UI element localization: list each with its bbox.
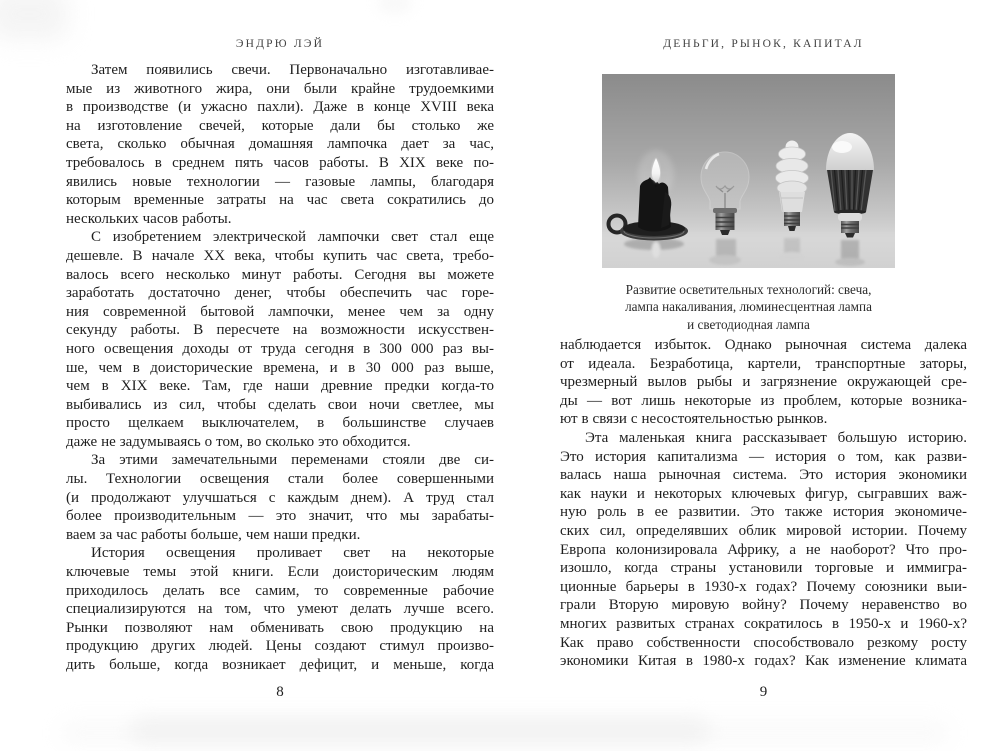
text-line: изошло, когда страны установили торговые и иммигра-: [560, 560, 967, 577]
text-line: дешевле. В начале XX века, чтобы купить час света, требо-: [66, 247, 494, 264]
text-line: Рынки позволяют нам обменивать свою продукцию на: [66, 619, 494, 636]
text-line: За этими замечательными переменами стояли две си-: [91, 452, 494, 469]
text-line: ют в связи с несостоятельностью рынков.: [560, 411, 828, 428]
text-line: валась наша рыночная система. Это история экономики: [560, 467, 967, 484]
text-line: чрезмерный вылов рыбы и загрязнение окружающей сре-: [560, 374, 967, 391]
text-line: секунду работы. В пересчете на возможности искусствен-: [66, 322, 494, 339]
text-line: просто щелкаем выключателем, в большинстве случаев: [66, 415, 494, 432]
text-line: продукцию других людей. Цены создают стимул произво-: [66, 638, 494, 655]
text-line: многих развитых странах сократилось в 1950-х и 1960-х?: [560, 615, 967, 632]
text-line: явились новые технологии — газовые лампы, благодаря: [66, 173, 494, 190]
text-line: на изготовление свечей, которые дали бы столько же: [66, 117, 494, 134]
text-line: Как право собственности способствовало резкому росту: [560, 634, 967, 651]
text-line: Европа колонизировала Африку, а не наоборот? Что про-: [560, 541, 967, 558]
text-line: требовалось в среднем пять часов работы. В XIX веке по-: [66, 154, 494, 171]
text-line: (и продолжают улучшаться с каждым днем). А труд стал: [66, 489, 494, 506]
text-line: мые из животного жира, они были крайне трудоемкими: [66, 80, 494, 97]
page-number-left: 8: [276, 684, 284, 700]
text-line: ключевые темы этой книги. Если доисторическим людям: [66, 564, 494, 581]
text-line: света, сколько обычная домашняя лампочка дает за час,: [66, 136, 494, 153]
caption-line: Развитие осветительных технологий: свеча,: [625, 282, 872, 297]
text-line: Эта маленькая книга рассказывает большую историю.: [585, 429, 967, 446]
text-line: от идеала. Безработица, картели, транспортные заторы,: [560, 355, 967, 372]
figure-lighting-technologies: [602, 74, 895, 333]
text-line: грали Вторую мировую войну? Почему неравенство во: [560, 597, 967, 614]
text-line: наблюдается избыток. Однако рыночная система далека: [560, 337, 967, 353]
lighting-evolution-photo: [602, 74, 895, 268]
text-line: лы. Технологии освещения стали более совершенными: [66, 471, 494, 488]
page-body-left: [66, 61, 494, 675]
text-line: дить больше, когда возникает дефицит, и меньше, когда: [66, 657, 494, 673]
page-right: [560, 0, 967, 751]
text-line: которым временные затраты на час света сократились до: [66, 192, 494, 209]
running-header-left: ЭНДРЮ ЛЭЙ: [235, 38, 325, 50]
text-line: даже не задумываясь о том, во сколько это обходится.: [66, 433, 411, 450]
text-line: валось всего несколько минут работы. Сегодня вы можете: [66, 266, 494, 283]
text-line: как науки и некоторых ключевых фигур, сыгравших важ-: [560, 485, 967, 502]
text-line: заработать достаточно денег, чтобы обеспечить час горе-: [66, 285, 494, 302]
text-line: Это история капитализма — история о том, как разви-: [560, 448, 967, 465]
text-line: ную роль в ее развитии. Это также история экономиче-: [560, 504, 967, 521]
text-line: более производительным — это значит, что мы зарабаты-: [66, 508, 494, 525]
text-line: в производстве (и ужасно пахли). Даже в конце XVIII века: [66, 99, 494, 116]
text-line: ционные барьеры в 1930-х годах? Почему союзники выи-: [560, 578, 967, 595]
text-line: ваем за час работы больше, чем наши предки.: [66, 526, 361, 543]
text-line: приходилось делать все самим, то современные рабочие: [66, 582, 494, 599]
text-line: специализируются на том, что умеют делать лучше всего.: [66, 601, 494, 618]
text-line: ских сил, определявших облик мировой истории. Почему: [560, 522, 967, 539]
text-line: ше, чем в доисторические времена, и в 30 000 раз выше,: [66, 359, 494, 376]
text-line: ного освещения доходы от труда сегодня в 300 000 раз вы-: [66, 340, 494, 357]
scan-artifact-top-left: [0, 0, 68, 40]
text-line: ния современной бытовой лампочки, менее чем за одну: [66, 303, 494, 320]
page-body-right: [560, 336, 967, 671]
text-line: нескольких часов работы.: [66, 210, 232, 227]
text-line: С изобретением электрической лампочки свет стал еще: [91, 229, 494, 246]
text-line: выбивались из сил, чтобы сделать свои ночи светлее, мы: [66, 396, 494, 413]
figure-caption: [574, 281, 924, 333]
text-line: экономики Китая в 1980-х годах? Как изменение климата: [560, 653, 967, 670]
page-number-right: 9: [759, 684, 768, 700]
text-line: ды — вот лишь некоторые из проблем, которые возника-: [560, 392, 967, 409]
text-line: История освещения проливает свет на некоторые: [91, 545, 494, 562]
caption-line: лампа накаливания, люминесцентная лампа: [625, 299, 872, 315]
page-left: [66, 0, 494, 751]
text-line: Затем появились свечи. Первоначально изготавливае-: [91, 62, 494, 78]
caption-line: и светодиодная лампа: [687, 316, 810, 332]
running-header-right: ДЕНЬГИ, РЫНОК, КАПИТАЛ: [663, 38, 864, 50]
text-line: чем в XIX веке. Там, где наши древние предки когда-то: [66, 378, 494, 395]
